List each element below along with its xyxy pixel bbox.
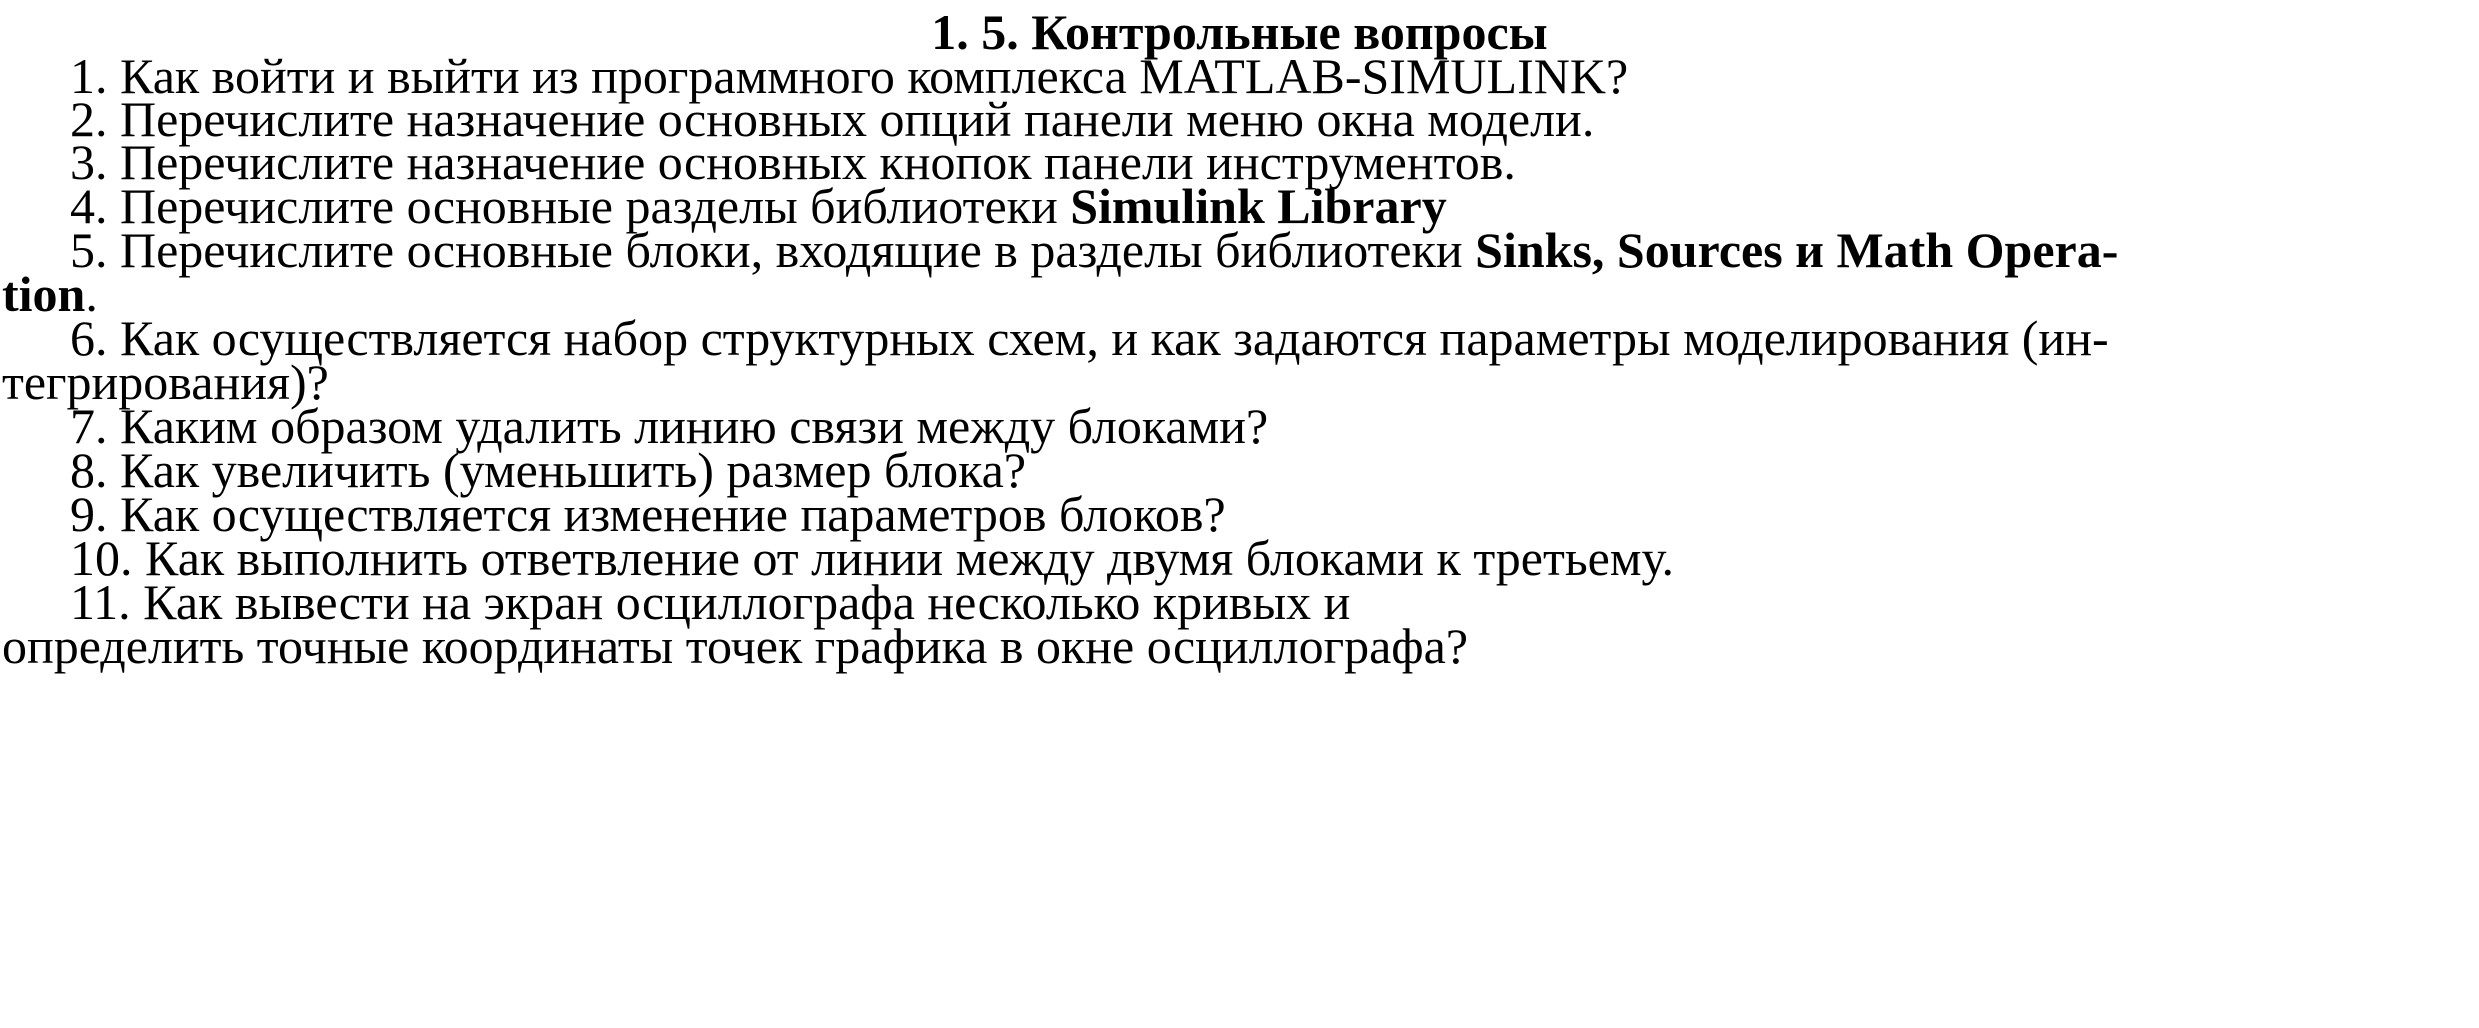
section-heading: 1. 5. Контрольные вопросы xyxy=(931,4,1548,60)
question-number: 8. xyxy=(70,442,108,498)
question-number: 7. xyxy=(70,398,108,454)
question-11-continuation: определить точные координаты точек графика в окне осциллографа? xyxy=(2,618,1469,674)
question-text: Перечислите назначение основных кнопок панели инструментов. xyxy=(120,134,1516,190)
question-number: 6. xyxy=(70,310,108,366)
question-text: Как осуществляется изменение параметров блоков? xyxy=(120,486,1226,542)
question-text: Как войти и выйти из программного комплекса MATLAB-SIMULINK? xyxy=(120,48,1629,104)
question-text: Каким образом удалить линию связи между блоками? xyxy=(120,398,1269,454)
question-text: Как увеличить (уменьшить) размер блока? xyxy=(120,442,1027,498)
question-number: 2. xyxy=(70,91,108,147)
question-bold-term-cont: tion xyxy=(2,266,86,322)
question-text: Перечислите основные блоки, входящие в разделы библиотеки xyxy=(120,222,1476,278)
question-number: 1. xyxy=(70,48,108,104)
question-number: 5. xyxy=(70,222,108,278)
question-tail: . xyxy=(85,266,98,322)
question-number: 9. xyxy=(70,486,108,542)
question-number: 4. xyxy=(70,178,108,234)
question-text: Как вывести на экран осциллографа несколько кривых и xyxy=(143,574,1351,630)
question-text: Как осуществляется набор структурных схем, и как задаются параметры моделирования (ин- xyxy=(120,310,2109,366)
question-number: 11. xyxy=(70,574,131,630)
question-bold-term: Simulink Library xyxy=(1070,178,1447,234)
question-5 xyxy=(70,220,2118,280)
question-6 xyxy=(70,308,2109,368)
question-number: 10. xyxy=(70,530,133,586)
question-bold-term: Sinks, Sources и Math Opera- xyxy=(1475,222,2119,278)
question-text: Перечислите основные разделы библиотеки xyxy=(120,178,1071,234)
question-number: 3. xyxy=(70,134,108,190)
question-text: Как выполнить ответвление от линии между двумя блоками к третьему. xyxy=(145,530,1674,586)
question-text: Перечислите назначение основных опций панели меню окна модели. xyxy=(120,91,1595,147)
question-6-continuation: тегрирования)? xyxy=(2,354,329,410)
